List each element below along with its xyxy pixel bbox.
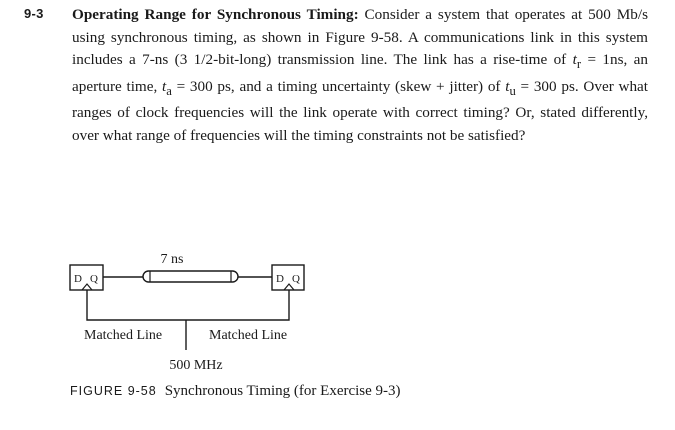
problem-text-part: = 300 ps. Over what ranges of clock frequencies will the link operate with correct timing? Or, stated differently, over what range of frequencies will the timing constraints not be satisfied?	[72, 77, 649, 144]
right-flip-flop	[272, 265, 304, 290]
figure-caption-text: Synchronous Timing (for Exercise 9-3)	[164, 383, 401, 399]
problem-text-part: = 300 ps, and a timing uncertainty (skew + jitter) of	[171, 77, 506, 95]
uncertainty-symbol: t	[505, 77, 510, 95]
figure-caption-label: FIGURE 9-58	[70, 384, 157, 398]
rise-time-subscript: r	[576, 57, 582, 72]
clock-frequency-label: 500 MHz	[169, 358, 223, 373]
uncertainty-subscript: u	[509, 83, 516, 98]
transmission-line	[103, 271, 272, 282]
delay-label: 7 ns	[160, 252, 184, 267]
left-ff-q: Q	[90, 273, 98, 285]
exercise-number: 9-3	[24, 6, 44, 21]
problem-title: Operating Range for Synchronous Timing:	[72, 6, 359, 23]
problem-text-part: = 1ns, an aperture time,	[72, 51, 648, 95]
aperture-time-symbol: t	[162, 77, 167, 95]
rise-time-symbol: t	[572, 51, 577, 68]
right-ff-d: D	[276, 273, 284, 285]
right-ff-q: Q	[292, 273, 300, 285]
left-flip-flop	[70, 265, 103, 290]
aperture-time-subscript: a	[166, 83, 172, 98]
left-ff-d: D	[74, 273, 82, 285]
figure-caption	[70, 383, 401, 400]
problem-text-part: Consider a system that operates at 500 Mb/s using synchronous timing, as shown in Figure 9-58. A communications link in this system includes a 7-ns (3 1/2-bit-long) transmission line. The link has a rise-time of	[72, 6, 648, 68]
matched-line-right-label: Matched Line	[209, 328, 288, 343]
matched-line-left-label: Matched Line	[84, 328, 163, 343]
